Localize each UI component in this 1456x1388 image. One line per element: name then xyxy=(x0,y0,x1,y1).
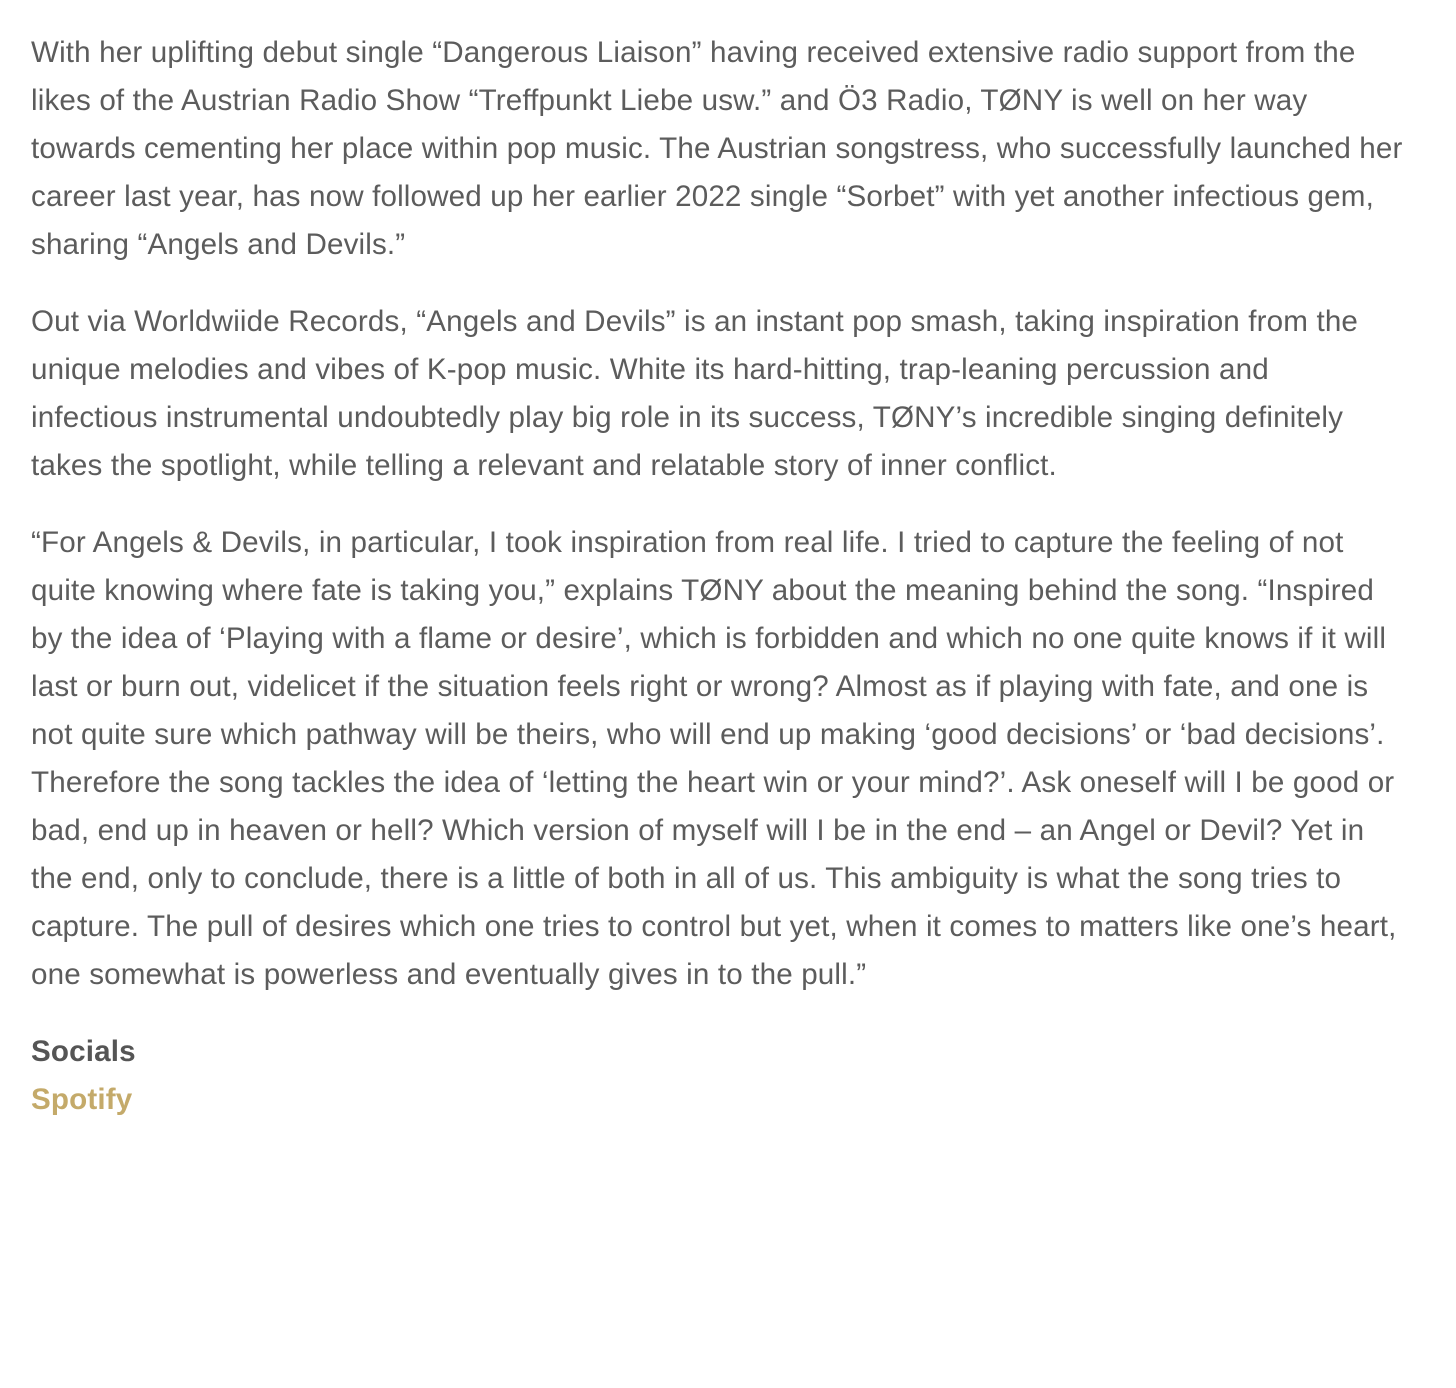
article-body xyxy=(31,29,1403,1124)
socials-section xyxy=(31,1028,1403,1124)
paragraph-quote: “For Angels & Devils, in particular, I took inspiration from real life. I tried to capture the feeling of not quite knowing where fate is taking you,” explains TØNY about the meaning behind the song. “Inspired by the idea of ‘Playing with a flame or desire’, which is forbidden and which no one quite knows if it will last or burn out, videlicet if the situation feels right or wrong? Almost as if playing with fate, and one is not quite sure which pathway will be theirs, who will end up making ‘good decisions’ or ‘bad decisions’. Therefore the song tackles the idea of ‘letting the heart win or your mind?’. Ask oneself will I be good or bad, end up in heaven or hell? Which version of myself will I be in the end – an Angel or Devil? Yet in the end, only to conclude, there is a little of both in all of us. This ambiguity is what the song tries to capture. The pull of desires which one tries to control but yet, when it comes to matters like one’s heart, one somewhat is powerless and eventually gives in to the pull.” xyxy=(31,526,1397,991)
paragraph-intro: With her uplifting debut single “Dangerous Liaison” having received extensive radio support from the likes of the Austrian Radio Show “Treffpunkt Liebe usw.” and Ö3 Radio, TØNY is well on her way towards cementing her place within pop music. The Austrian songstress, who successfully launched her career last year, has now followed up her earlier 2022 single “Sorbet” with yet another infectious gem, sharing “Angels and Devils.” xyxy=(31,36,1403,261)
spotify-link[interactable]: Spotify xyxy=(31,1083,133,1116)
socials-heading: Socials xyxy=(31,1035,136,1068)
paragraph-release: Out via Worldwiide Records, “Angels and Devils” is an instant pop smash, taking inspiration from the unique melodies and vibes of K-pop music. White its hard-hitting, trap-leaning percussion and infectious instrumental undoubtedly play big role in its success, TØNY’s incredible singing definitely takes the spotlight, while telling a relevant and relatable story of inner conflict. xyxy=(31,305,1359,482)
